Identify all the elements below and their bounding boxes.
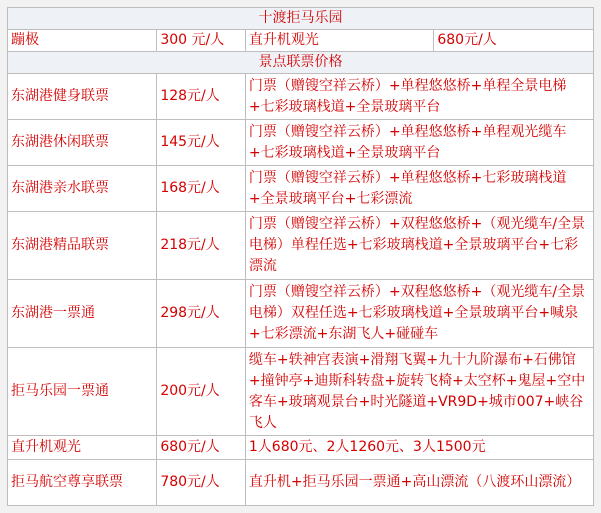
ticket-desc: 门票（赠锼空祥云桥）+单程悠悠桥+七彩玻璃栈道+全景玻璃平台+七彩漂流 xyxy=(245,166,593,212)
ticket-desc: 直升机+拒马乐园一票通+高山漂流（八渡环山漂流） xyxy=(245,460,593,506)
ticket-name: 东湖港休闲联票 xyxy=(8,120,157,166)
bungee-name: 蹦极 xyxy=(8,30,157,52)
top-prices-row xyxy=(8,30,594,52)
ticket-price: 218元/人 xyxy=(157,212,246,280)
helicopter-name: 直升机观光 xyxy=(245,30,433,52)
park-title: 十渡拒马乐园 xyxy=(8,8,594,30)
table-row xyxy=(8,280,594,348)
table-row xyxy=(8,348,594,436)
table-row xyxy=(8,212,594,280)
ticket-price: 298元/人 xyxy=(157,280,246,348)
ticket-name: 拒马乐园一票通 xyxy=(8,348,157,436)
helicopter-price: 680元/人 xyxy=(434,30,594,52)
ticket-desc: 门票（赠锼空祥云桥）+单程悠悠桥+单程观光缆车+七彩玻璃栈道+全景玻璃平台 xyxy=(245,120,593,166)
ticket-desc: 门票（赠锼空祥云桥）+单程悠悠桥+单程全景电梯+七彩玻璃栈道+全景玻璃平台 xyxy=(245,74,593,120)
title-row xyxy=(8,8,594,30)
section-row xyxy=(8,52,594,74)
ticket-price: 780元/人 xyxy=(157,460,246,506)
ticket-price: 145元/人 xyxy=(157,120,246,166)
table-row xyxy=(8,436,594,460)
price-table xyxy=(7,7,594,506)
ticket-price: 200元/人 xyxy=(157,348,246,436)
ticket-name: 东湖港精品联票 xyxy=(8,212,157,280)
table-row xyxy=(8,74,594,120)
ticket-price: 168元/人 xyxy=(157,166,246,212)
ticket-desc: 1人680元、2人1260元、3人1500元 xyxy=(245,436,593,460)
ticket-price: 680元/人 xyxy=(157,436,246,460)
ticket-desc: 缆车+轶神宫表演+滑翔飞翼+九十九阶瀑布+石佛馆+撞钟亭+迪斯科转盘+旋转飞椅+太空杯+鬼屋+空中客车+玻璃观景台+时光隧道+VR9D+城市007+峡谷飞人 xyxy=(245,348,593,436)
ticket-name: 拒马航空尊享联票 xyxy=(8,460,157,506)
ticket-name: 东湖港健身联票 xyxy=(8,74,157,120)
ticket-name: 直升机观光 xyxy=(8,436,157,460)
ticket-name: 东湖港亲水联票 xyxy=(8,166,157,212)
section-title: 景点联票价格 xyxy=(8,52,594,74)
table-row xyxy=(8,460,594,506)
bungee-price: 300 元/人 xyxy=(157,30,246,52)
ticket-desc: 门票（赠锼空祥云桥）+双程悠悠桥+（观光缆车/全景电梯）单程任选+七彩玻璃栈道+全景玻璃平台+七彩漂流 xyxy=(245,212,593,280)
ticket-desc: 门票（赠锼空祥云桥）+双程悠悠桥+（观光缆车/全景电梯）双程任选+七彩玻璃栈道+全景玻璃平台+喊泉+七彩漂流+东湖飞人+碰碰车 xyxy=(245,280,593,348)
table-row xyxy=(8,166,594,212)
table-row xyxy=(8,120,594,166)
ticket-price: 128元/人 xyxy=(157,74,246,120)
ticket-name: 东湖港一票通 xyxy=(8,280,157,348)
